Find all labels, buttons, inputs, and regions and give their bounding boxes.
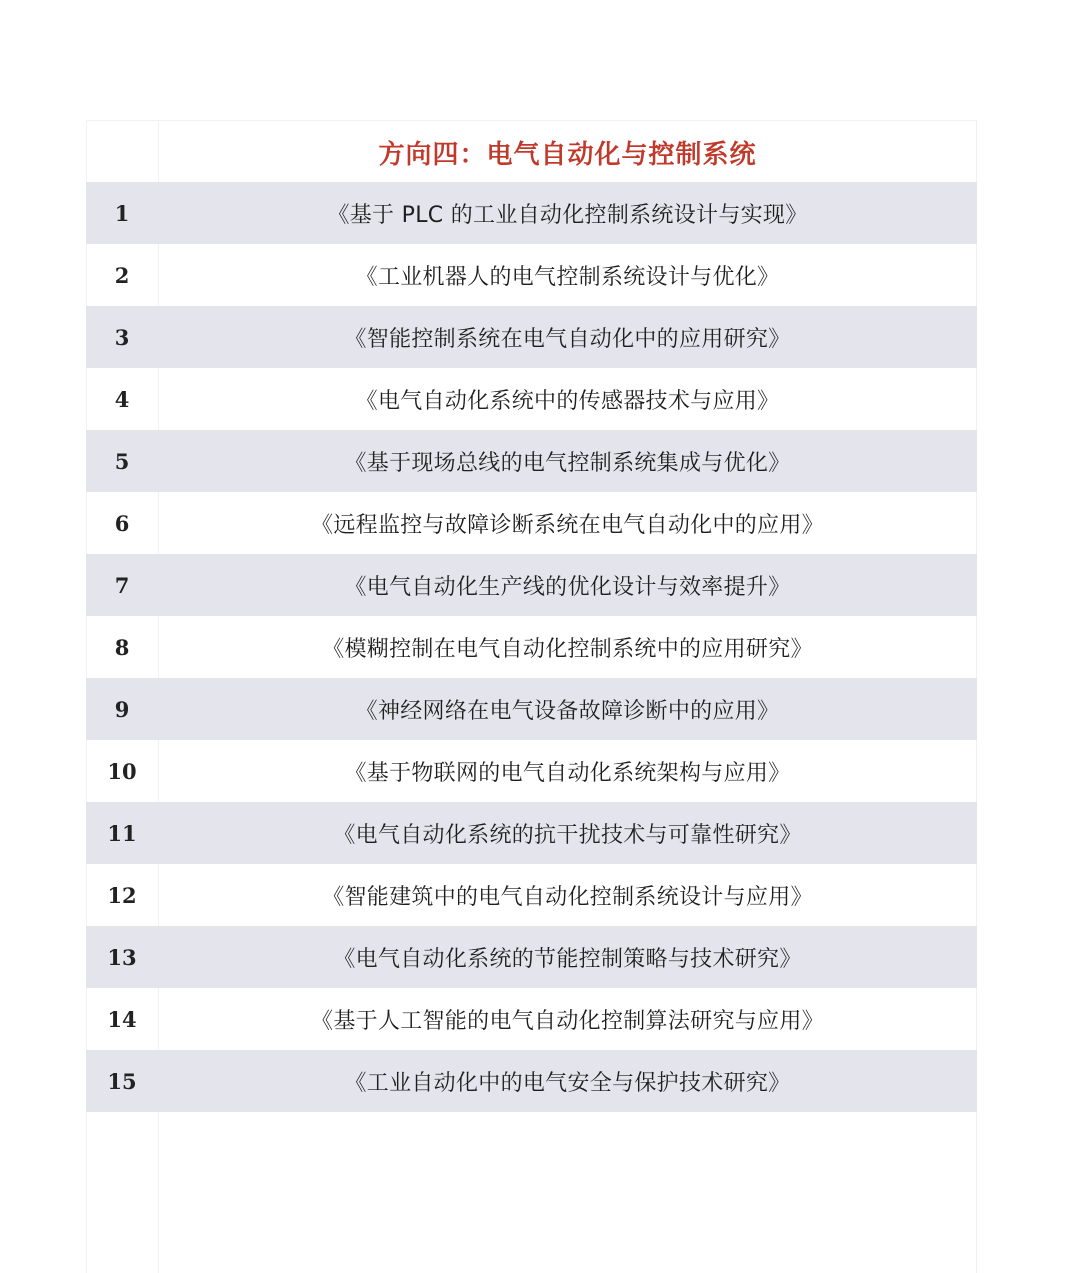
table-row	[86, 244, 977, 306]
row-number: 7	[114, 572, 130, 598]
topic-title: 《神经网络在电气设备故障诊断中的应用》	[355, 698, 780, 724]
topic-title: 《电气自动化系统的抗干扰技术与可靠性研究》	[333, 822, 802, 848]
row-number: 14	[107, 1006, 137, 1032]
table-row	[86, 368, 977, 430]
row-number: 8	[114, 634, 130, 660]
topic-title: 《智能建筑中的电气自动化控制系统设计与应用》	[322, 884, 813, 910]
table-row	[86, 306, 977, 368]
row-number: 9	[114, 696, 130, 722]
row-number: 12	[107, 882, 137, 908]
row-number: 15	[107, 1068, 137, 1094]
table-row	[86, 740, 977, 802]
table-row	[86, 554, 977, 616]
topic-title: 《基于物联网的电气自动化系统架构与应用》	[344, 760, 791, 786]
row-number: 4	[114, 386, 130, 412]
table-row	[86, 988, 977, 1050]
table-row	[86, 182, 977, 244]
topic-title: 《基于现场总线的电气控制系统集成与优化》	[344, 450, 791, 476]
table-row	[86, 678, 977, 740]
table-row	[86, 864, 977, 926]
table-title: 方向四：电气自动化与控制系统	[378, 139, 757, 170]
table-row	[86, 492, 977, 554]
topic-title: 《电气自动化系统中的传感器技术与应用》	[355, 388, 780, 414]
table-row	[86, 926, 977, 988]
row-number: 13	[107, 944, 137, 970]
topic-title: 《智能控制系统在电气自动化中的应用研究》	[344, 326, 791, 352]
table-header-row	[86, 122, 977, 182]
topic-list	[86, 182, 977, 1112]
topic-title: 《工业自动化中的电气安全与保护技术研究》	[344, 1070, 791, 1096]
row-number: 5	[114, 448, 130, 474]
table-row	[86, 616, 977, 678]
table-row	[86, 1050, 977, 1112]
table-row	[86, 430, 977, 492]
row-number: 6	[114, 510, 130, 536]
topic-title: 《基于人工智能的电气自动化控制算法研究与应用》	[311, 1008, 824, 1034]
table-row	[86, 802, 977, 864]
topic-title: 《远程监控与故障诊断系统在电气自动化中的应用》	[311, 512, 824, 538]
topic-title: 《电气自动化生产线的优化设计与效率提升》	[344, 574, 791, 600]
row-number: 10	[107, 758, 137, 784]
row-number: 11	[107, 820, 137, 846]
topic-title: 《工业机器人的电气控制系统设计与优化》	[355, 264, 780, 290]
row-number: 2	[114, 262, 130, 288]
row-number: 1	[114, 200, 130, 226]
topic-title: 《电气自动化系统的节能控制策略与技术研究》	[333, 946, 802, 972]
row-number: 3	[114, 324, 130, 350]
header-number-cell	[86, 122, 158, 182]
topic-title: 《基于 PLC 的工业自动化控制系统设计与实现》	[327, 202, 808, 228]
topic-title: 《模糊控制在电气自动化控制系统中的应用研究》	[322, 636, 813, 662]
